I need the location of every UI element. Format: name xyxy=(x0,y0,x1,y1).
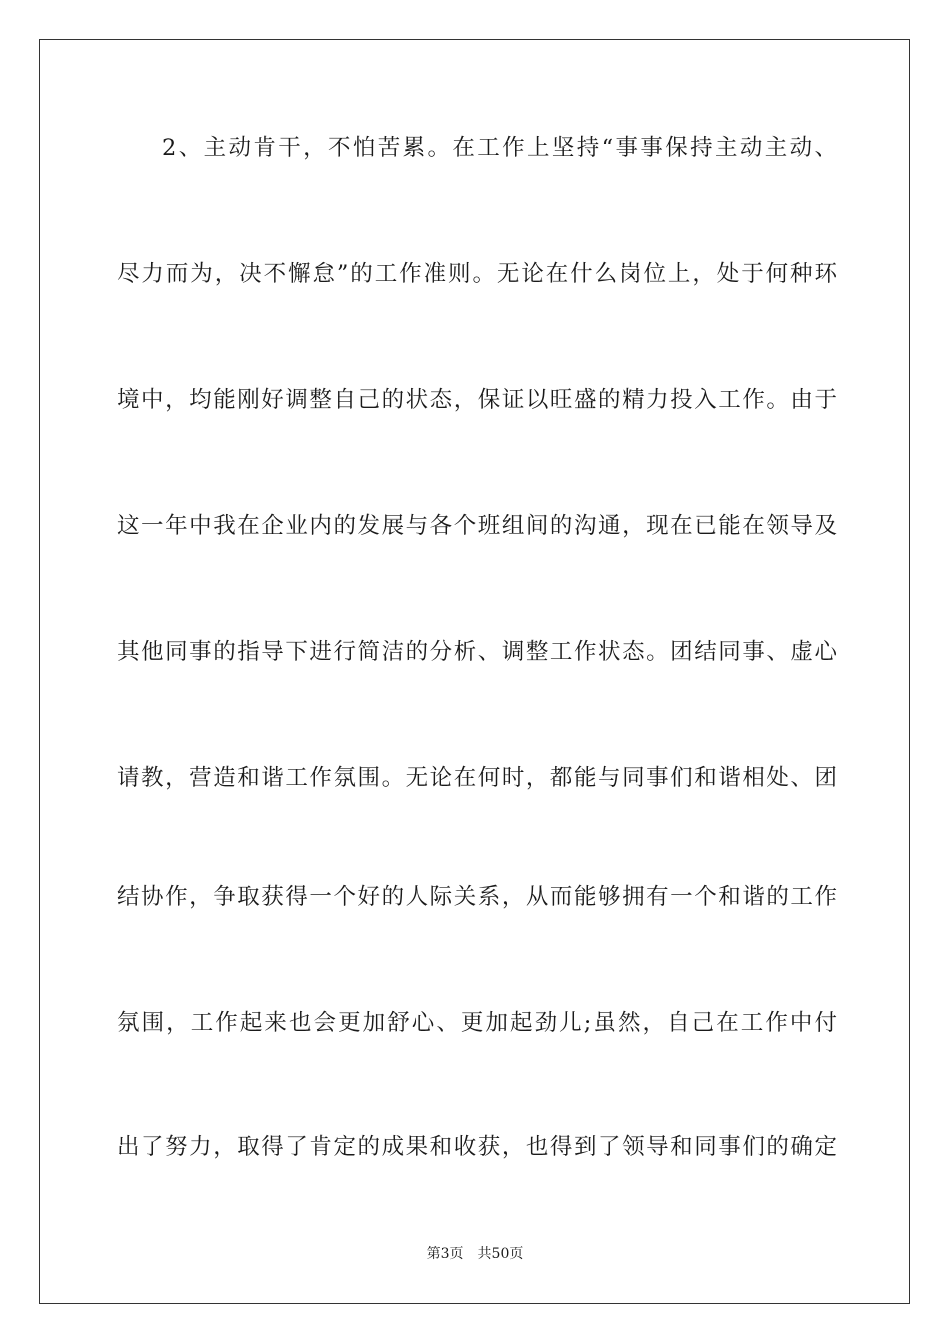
page-footer xyxy=(0,1244,950,1264)
paragraph-line: 结协作，争取获得一个好的人际关系，从而能够拥有一个和谐的工作 xyxy=(117,884,837,910)
paragraph-line: 尽力而为，决不懈怠”的工作准则。无论在什么岗位上，处于何种环 xyxy=(117,261,837,287)
paragraph-line: 出了努力，取得了肯定的成果和收获，也得到了领导和同事们的确定 xyxy=(117,1134,837,1160)
paragraph-line: 2、主动肯干，不怕苦累。在工作上坚持“事事保持主动主动、 xyxy=(162,135,837,161)
page-number: 第3页 xyxy=(426,1246,464,1262)
paragraph-line: 其他同事的指导下进行简洁的分析、调整工作状态。团结同事、虚心 xyxy=(117,639,837,665)
paragraph-line: 境中，均能刚好调整自己的状态，保证以旺盛的精力投入工作。由于 xyxy=(117,387,837,413)
paragraph-line: 这一年中我在企业内的发展与各个班组间的沟通，现在已能在领导及 xyxy=(117,513,837,539)
page-total: 共50页 xyxy=(477,1246,524,1262)
page-border xyxy=(39,39,910,1304)
paragraph-line: 请教，营造和谐工作氛围。无论在何时，都能与同事们和谐相处、团 xyxy=(117,765,837,791)
paragraph-line: 氛围，工作起来也会更加舒心、更加起劲儿;虽然，自己在工作中付 xyxy=(117,1010,837,1036)
